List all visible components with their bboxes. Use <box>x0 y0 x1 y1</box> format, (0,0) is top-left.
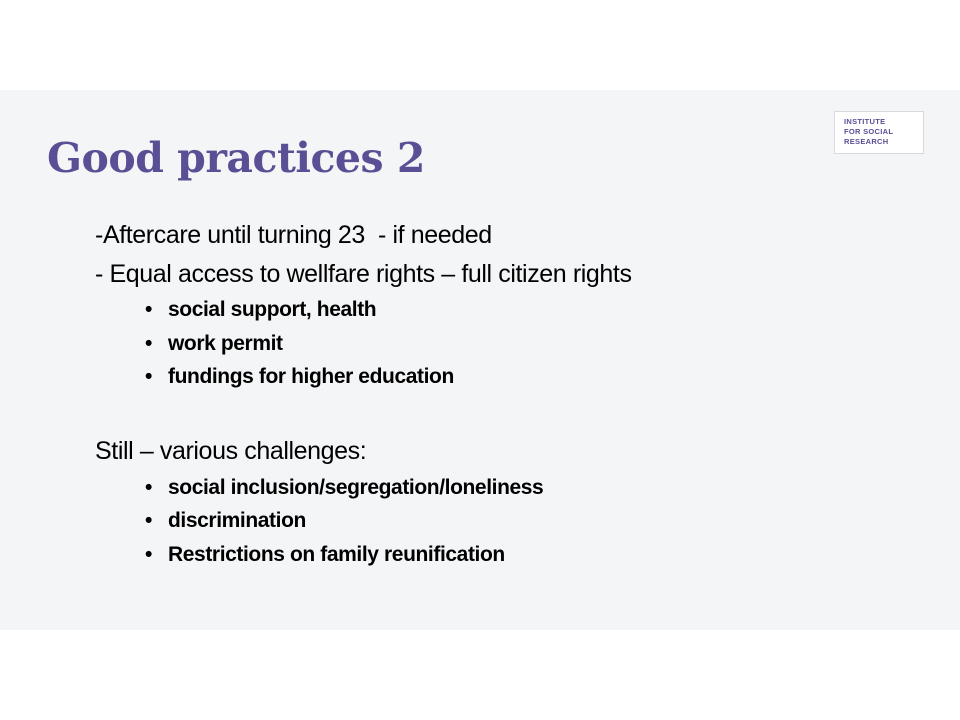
logo-line-1: INSTITUTE <box>844 117 886 126</box>
institute-logo <box>834 111 924 154</box>
slide-title: Good practices 2 <box>47 134 425 182</box>
list-item <box>145 297 376 323</box>
challenges-heading: Still – various challenges: <box>95 437 367 465</box>
dash-item-text: Equal access to wellfare rights – full citizen rights <box>109 260 632 288</box>
dash-marker: - <box>95 260 110 288</box>
bullet-marker: • <box>145 509 152 532</box>
slide <box>0 90 960 630</box>
dash-item-text: Aftercare until turning 23 - if needed <box>102 221 492 249</box>
dash-item-equal-access <box>95 259 632 289</box>
bullet-marker: • <box>145 298 152 321</box>
list-item-text: Restrictions on family reunification <box>168 543 505 566</box>
list-item-text: fundings for higher education <box>168 365 454 388</box>
logo-line-3: RESEARCH <box>844 137 889 146</box>
list-item <box>145 508 306 534</box>
list-item-text: work permit <box>168 332 283 355</box>
bullet-marker: • <box>145 543 152 566</box>
list-item <box>145 364 454 390</box>
list-item-text: discrimination <box>168 509 306 532</box>
logo-line-2: FOR SOCIAL <box>844 127 894 136</box>
list-item <box>145 331 283 357</box>
dash-item-aftercare <box>95 220 492 250</box>
list-item-text: social support, health <box>168 298 377 321</box>
bullet-marker: • <box>145 476 152 499</box>
bullet-marker: • <box>145 365 152 388</box>
list-item-text: social inclusion/segregation/loneliness <box>168 476 544 499</box>
list-item <box>145 475 543 501</box>
bullet-marker: • <box>145 332 152 355</box>
dash-marker: - <box>95 221 103 249</box>
list-item <box>145 542 505 568</box>
